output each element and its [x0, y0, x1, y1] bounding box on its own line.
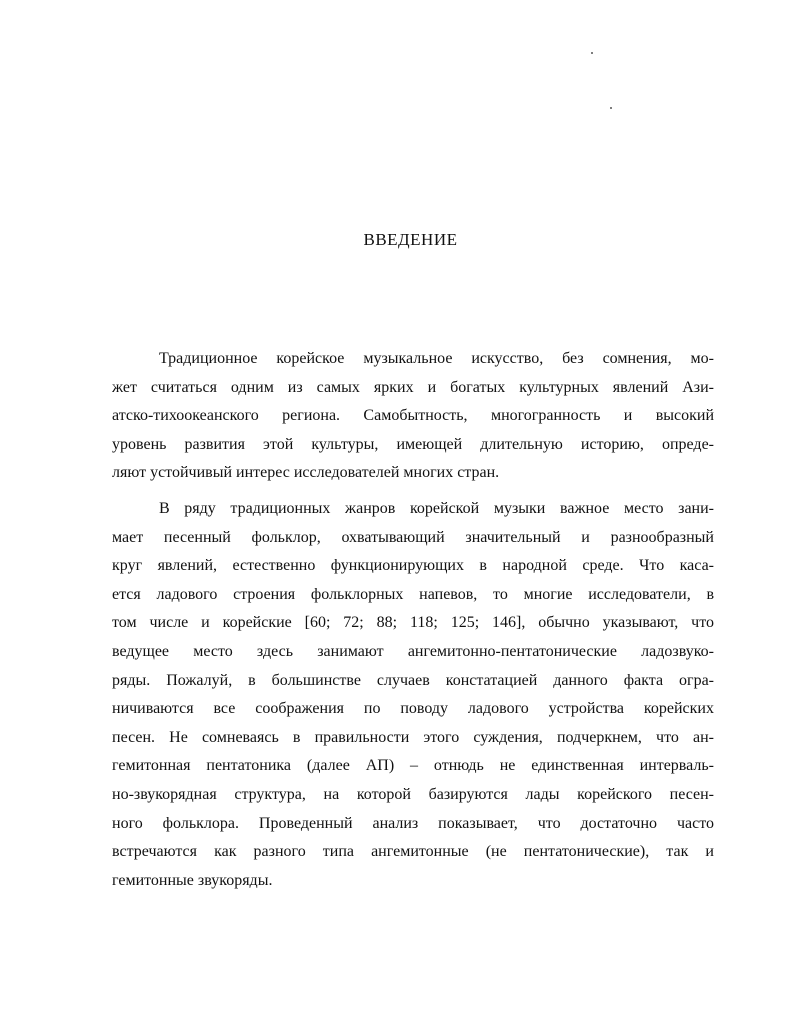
text-line: ряды. Пожалуй, в большинстве случаев констатацией данного факта огра- [112, 671, 714, 689]
paragraph-1 [112, 345, 714, 488]
text-line: гемитонные звукоряды. [112, 871, 273, 889]
text-line: мает песенный фольклор, охватывающий значительный и разнообразный [112, 528, 714, 546]
text-line: ведущее место здесь занимают ангемитонно-пентатонические ладозвуко- [112, 642, 714, 660]
text-line: ется ладового строения фольклорных напевов, то многие исследователи, в [112, 585, 714, 603]
text-line: встречаются как разного типа ангемитонные (не пентатонические), так и [112, 843, 714, 861]
text-line: но-звукорядная структура, на которой базируются лады корейского песен- [112, 785, 714, 803]
text-line: ляют устойчивый интерес исследователей многих стран. [112, 464, 500, 482]
text-line: уровень развития этой культуры, имеющей длительную историю, опреде- [112, 435, 714, 453]
scan-speck [610, 107, 612, 109]
text-line: песен. Не сомневаясь в правильности этого суждения, подчеркнем, что ан- [112, 728, 714, 746]
text-line: Традиционное корейское музыкальное искусство, без сомнения, мо- [159, 350, 714, 367]
text-line: том числе и корейские [60; 72; 88; 118; 125; 146], обычно указывают, что [112, 614, 714, 632]
chapter-title: ВВЕДЕНИЕ [363, 230, 458, 249]
text-line: ного фольклора. Проведенный анализ показывает, что достаточно часто [112, 814, 714, 832]
text-line: гемитонная пентатоника (далее АП) – отнюдь не единственная интерваль- [112, 757, 714, 775]
text-line: жет считаться одним из самых ярких и богатых культурных явлений Ази- [112, 378, 714, 396]
text-line: атско-тихоокеанского региона. Самобытность, многогранность и высокий [112, 407, 714, 425]
scan-speck [591, 52, 593, 54]
text-line: ничиваются все соображения по поводу ладового устройства корейских [112, 700, 714, 718]
text-line: круг явлений, естественно функционирующих в народной среде. Что каса- [112, 557, 714, 575]
body-text [112, 345, 714, 895]
text-line: В ряду традиционных жанров корейской музыки важное место зани- [159, 499, 714, 517]
paragraph-2 [112, 495, 714, 895]
